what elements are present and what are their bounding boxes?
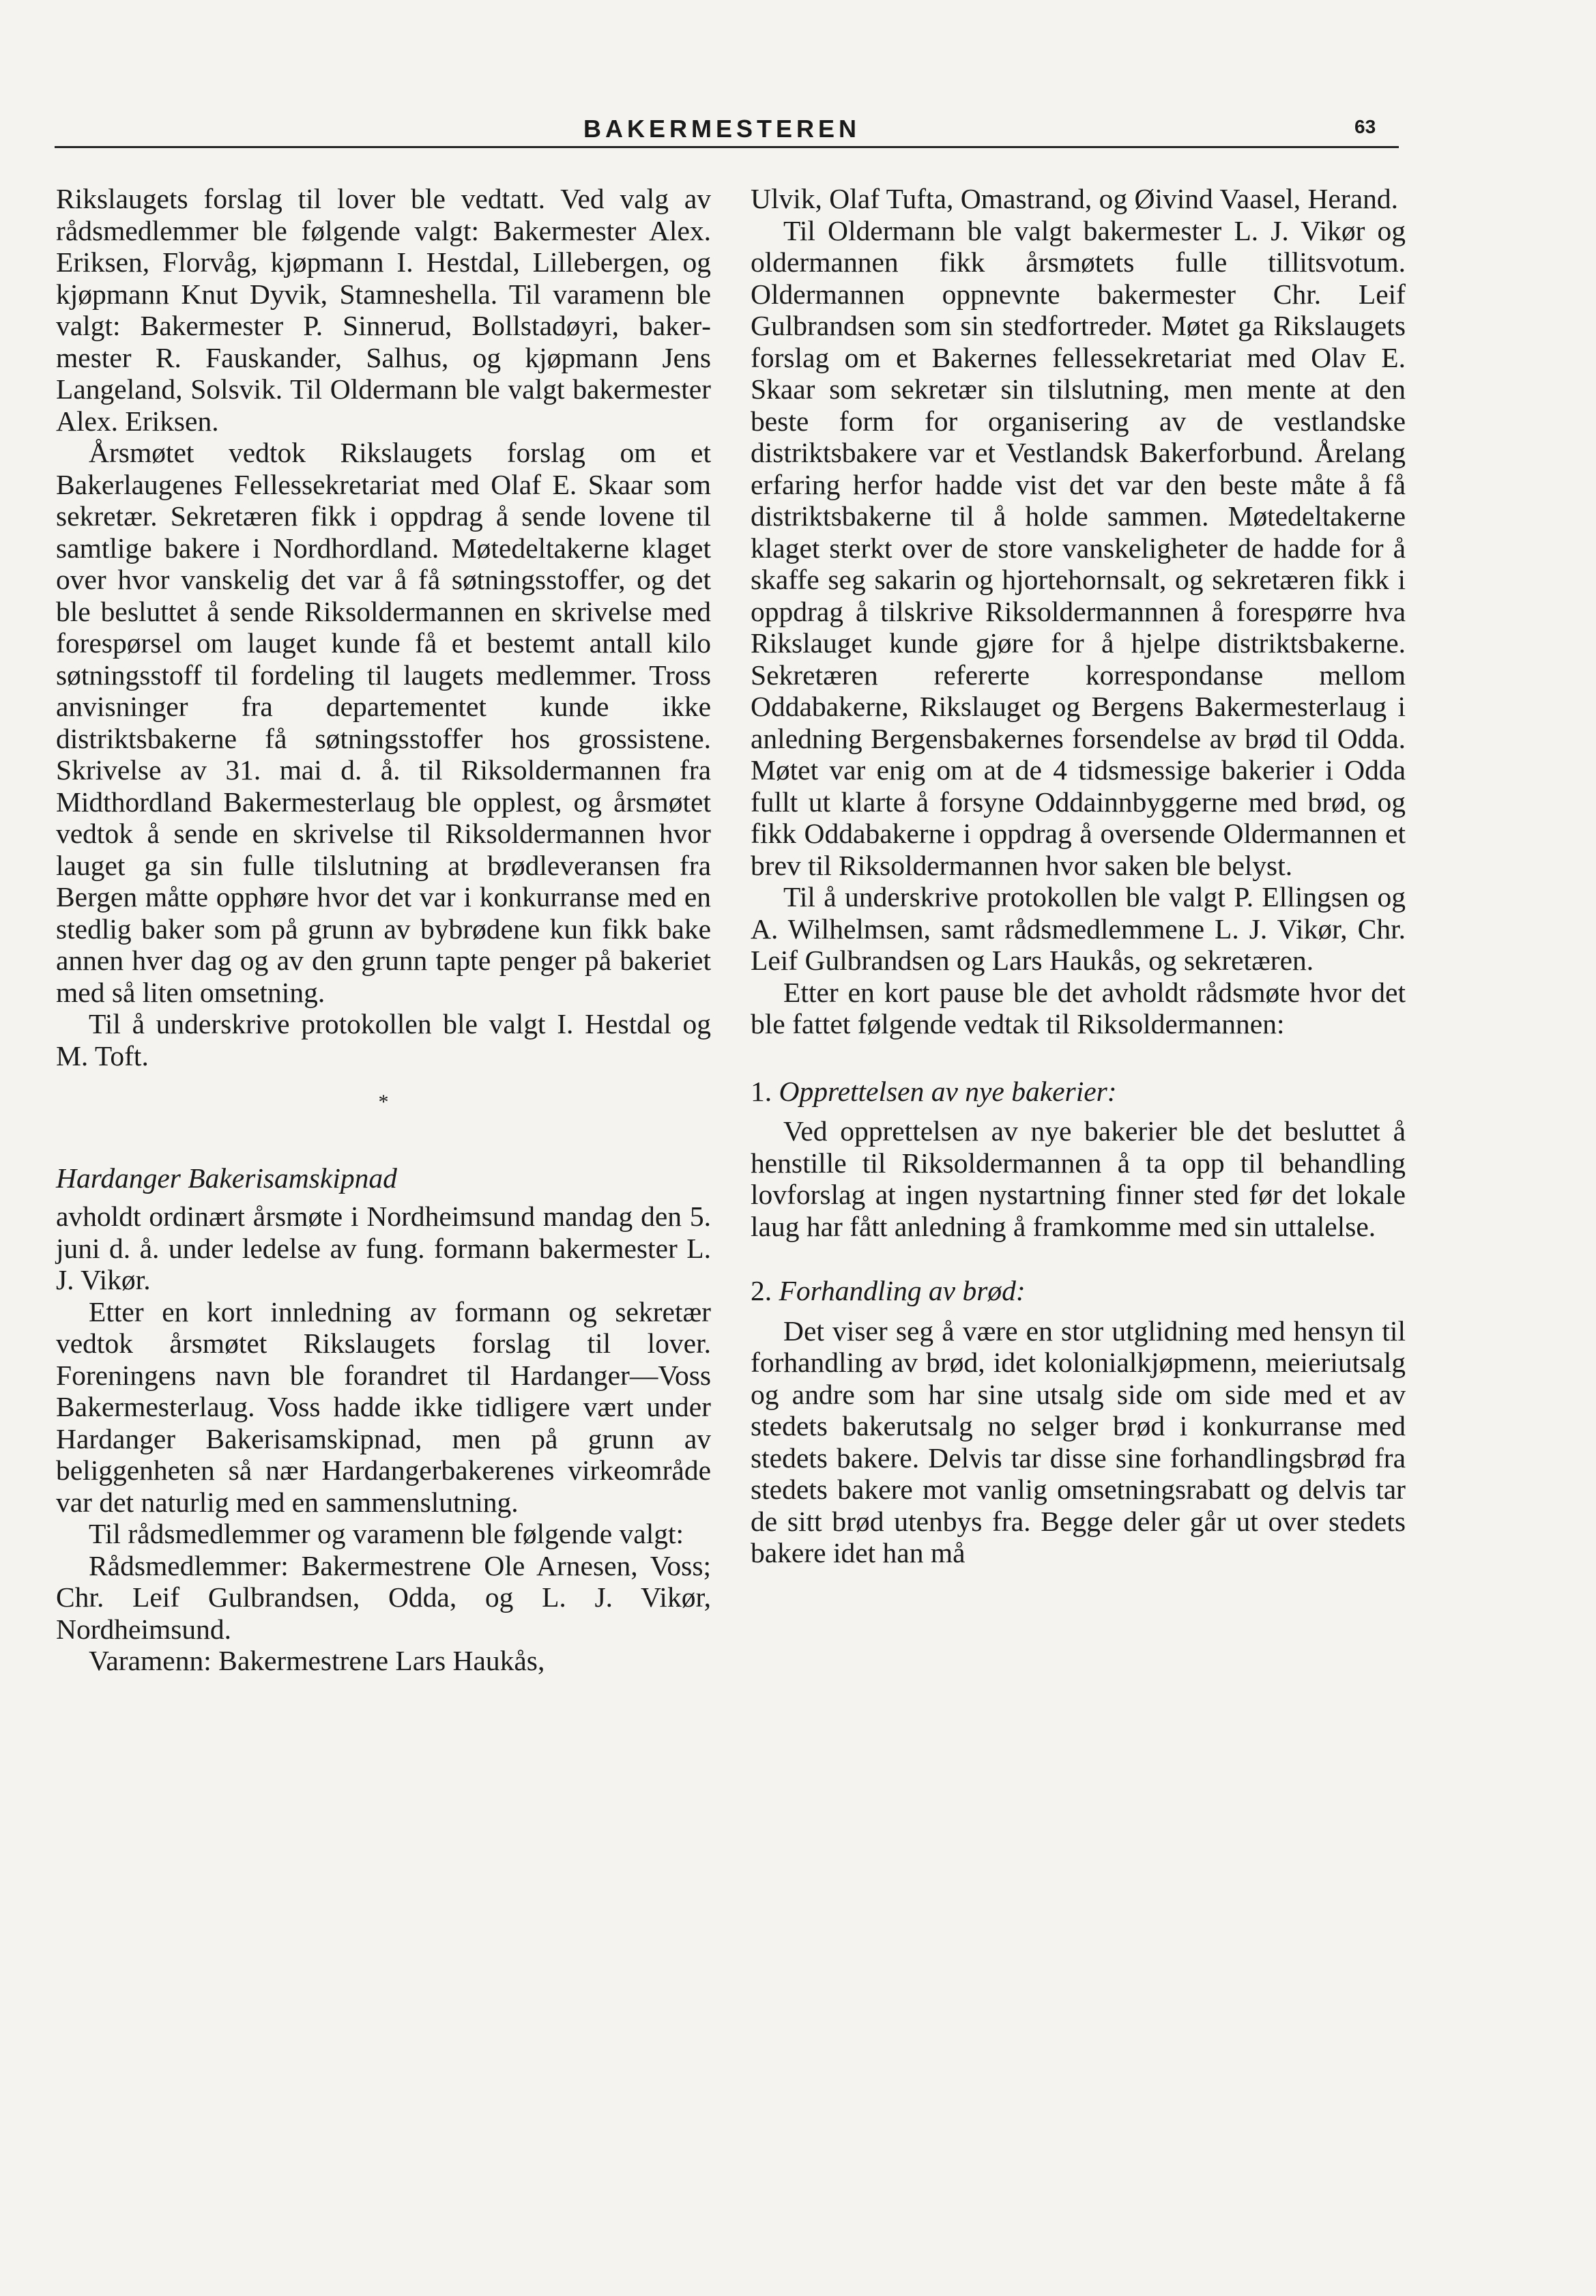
numbered-heading — [751, 1076, 1406, 1108]
paragraph: Til rådsmedlemmer og varamenn ble følgende valgt: — [89, 1518, 684, 1549]
section-heading: Hardanger Bakerisamskipnad — [56, 1162, 397, 1194]
heading-title: Opprettelsen av nye bakerier: — [779, 1075, 1117, 1107]
paragraph: avholdt ordinært årsmøte i Nordheimsund mandag den 5. juni d. å. under ledelse av fung. formann bakermester L. J. Vikør. — [56, 1201, 711, 1295]
paragraph: Rikslaugets forslag til lover ble vedtatt. Ved valg av rådsmedlemmer ble følgende valgt: Bakermester Alex. Eriksen, Florvåg, kjøpmann I. Hestdal, Lillebergen, og kjøpmann Knut Dyvik, Stamneshella. Til varamenn ble valgt: Bakermester P. Sinnerud, Bollstadøyri, bakermester R. Fauskander, Salhus, og kjøpmann Jens Langeland, Solsvik. Til Oldermann ble valgt bakermester Alex. Eriksen. — [56, 183, 711, 437]
section-separator: * — [378, 1091, 389, 1113]
paragraph: Varamenn: Bakermestrene Lars Haukås, — [89, 1645, 545, 1676]
header-rule — [55, 146, 1399, 148]
paragraph: Rådsmedlemmer: Bakermestrene Ole Arnesen, Voss; Chr. Leif Gulbrandsen, Odda, og L. J. Vikør, Nordheimsund. — [56, 1549, 711, 1645]
paragraph: Til Oldermann ble valgt bakermester L. J. Vikør og oldermannen fikk årsmøtets fulle tillitsvotum. Oldermannen oppnevnte bakermester Chr. Leif Gulbrandsen som sin stedfortreder. Møtet ga Rikslaugets forslag om et Bakernes fellessekretariat med Olav E. Skaar som sekretær sin tilslutning, men mente at den beste form for organisering av de vestlandske distriktsbakere var et Vestlandsk Bakerforbund. Årelang erfaring herfor hadde vist det var den beste måte å få distriktsbakerne til å holde sammen. Møtedeltakerne klaget sterkt over de store vanskeligheter de hadde for å skaffe seg sakarin og hjortehornsalt, og sekretæren fikk i oppdrag å tilskrive Riksoldermannnen å forespørre hva Rikslauget kunde gjøre for å hjelpe distriktsbakerne. Sekretæren refererte korrespondanse mellom Oddabakerne, Rikslauget og Bergens Bakermesterlaug i anledning Bergensbakernes forsendelse av brød til Odda. Møtet var enig om at de 4 tidsmessige bakerier i Odda fullt ut klarte å forsyne Oddainnbyggerne med brød, og fikk Oddabakerne i oppdrag å oversende Oldermannen et brev til Riksoldermannen hvor saken ble belyst. — [751, 214, 1406, 881]
paragraph: Ulvik, Olaf Tufta, Omastrand, og Øivind Vaasel, Herand. — [751, 183, 1398, 214]
page-number: 63 — [1354, 116, 1376, 137]
paragraph: Ved opprettelsen av nye bakerier ble det besluttet å henstille til Riksoldermannen å ta opp til behandling lovforslag at ingen nystartning finner sted før det lokale laug har fått anledning å framkomme med sin uttalelse. — [751, 1115, 1406, 1242]
paragraph: Etter en kort innledning av formann og sekretær vedtok årsmøtet Rikslaugets forslag til lover. Foreningens navn ble forandret til Hardanger—Voss Bakermesterlaug. Voss hadde ikke tidligere vært under Hardanger Bakerisamskipnad, men på grunn av beliggenheten så nær Hardangerbakerenes virkeområde var det naturlig med en sammenslutning. — [56, 1295, 711, 1518]
paragraph: Årsmøtet vedtok Rikslaugets forslag om et Bakerlaugenes Fellessekretariat med Olaf E. Skaar som sekretær. Sekretæren fikk i oppdrag å sende lovene til samtlige bakere i Nordhordland. Møtedeltakerne klaget over hvor vanskelig det var å få søtningsstoffer, og det ble besluttet å sende Riksoldermannen en skrivelse med forespørsel om lauget kunde få et bestemt antall kilo søtningsstoff til fordeling til laugets medlemmer. Tross anvisninger fra departementet kunde ikke distriktsbakerne få søtningsstoffer hos grossistene. Skrivelse av 31. mai d. å. til Riksoldermannen fra Midthordland Bakermesterlaug ble opplest, og årsmøtet vedtok å sende en skrivelse til Riksoldermannen hvor lauget ga sin fulle tilslutning at brødleveransen fra Bergen måtte opphøre hvor det var i konkurranse med en stedlig baker som på grunn av bybrødene kun fikk bake annen hver dag og av den grunn tapte penger på bakeriet med så liten omsetning. — [56, 437, 711, 1008]
paragraph: Til å underskrive protokollen ble valgt I. Hestdal og M. Toft. — [56, 1008, 711, 1072]
heading-number: 1. — [751, 1075, 772, 1107]
paragraph: Til å underskrive protokollen ble valgt P. Ellingsen og A. Wilhelmsen, samt rådsmedlemmene L. J. Vikør, Chr. Leif Gulbrandsen og Lars Haukås, og sekretæren. — [751, 881, 1406, 976]
paragraph: Etter en kort pause ble det avholdt rådsmøte hvor det ble fattet følgende vedtak til Riksoldermannen: — [751, 976, 1406, 1039]
running-title: BAKERMESTEREN — [583, 115, 861, 143]
paragraph: Det viser seg å være en stor utglidning med hensyn til forhandling av brød, idet kolonialkjøpmenn, meieriutsalg og andre som har sine utsalg side om side med et av stedets bakerutsalg no selger brød i konkurranse med stedets bakere. Delvis tar disse sine forhandlingsbrød fra stedets bakere mot vanlig omsetningsrabatt og delvis tar de sitt brød utenbys fra. Begge deler går ut over stedets bakere idet han må — [751, 1315, 1406, 1568]
page-header — [0, 115, 1596, 149]
heading-title: Forhandling av brød: — [779, 1275, 1026, 1306]
numbered-heading — [751, 1275, 1406, 1307]
heading-number: 2. — [751, 1275, 772, 1306]
left-column — [56, 183, 711, 1677]
right-column — [751, 183, 1406, 1569]
